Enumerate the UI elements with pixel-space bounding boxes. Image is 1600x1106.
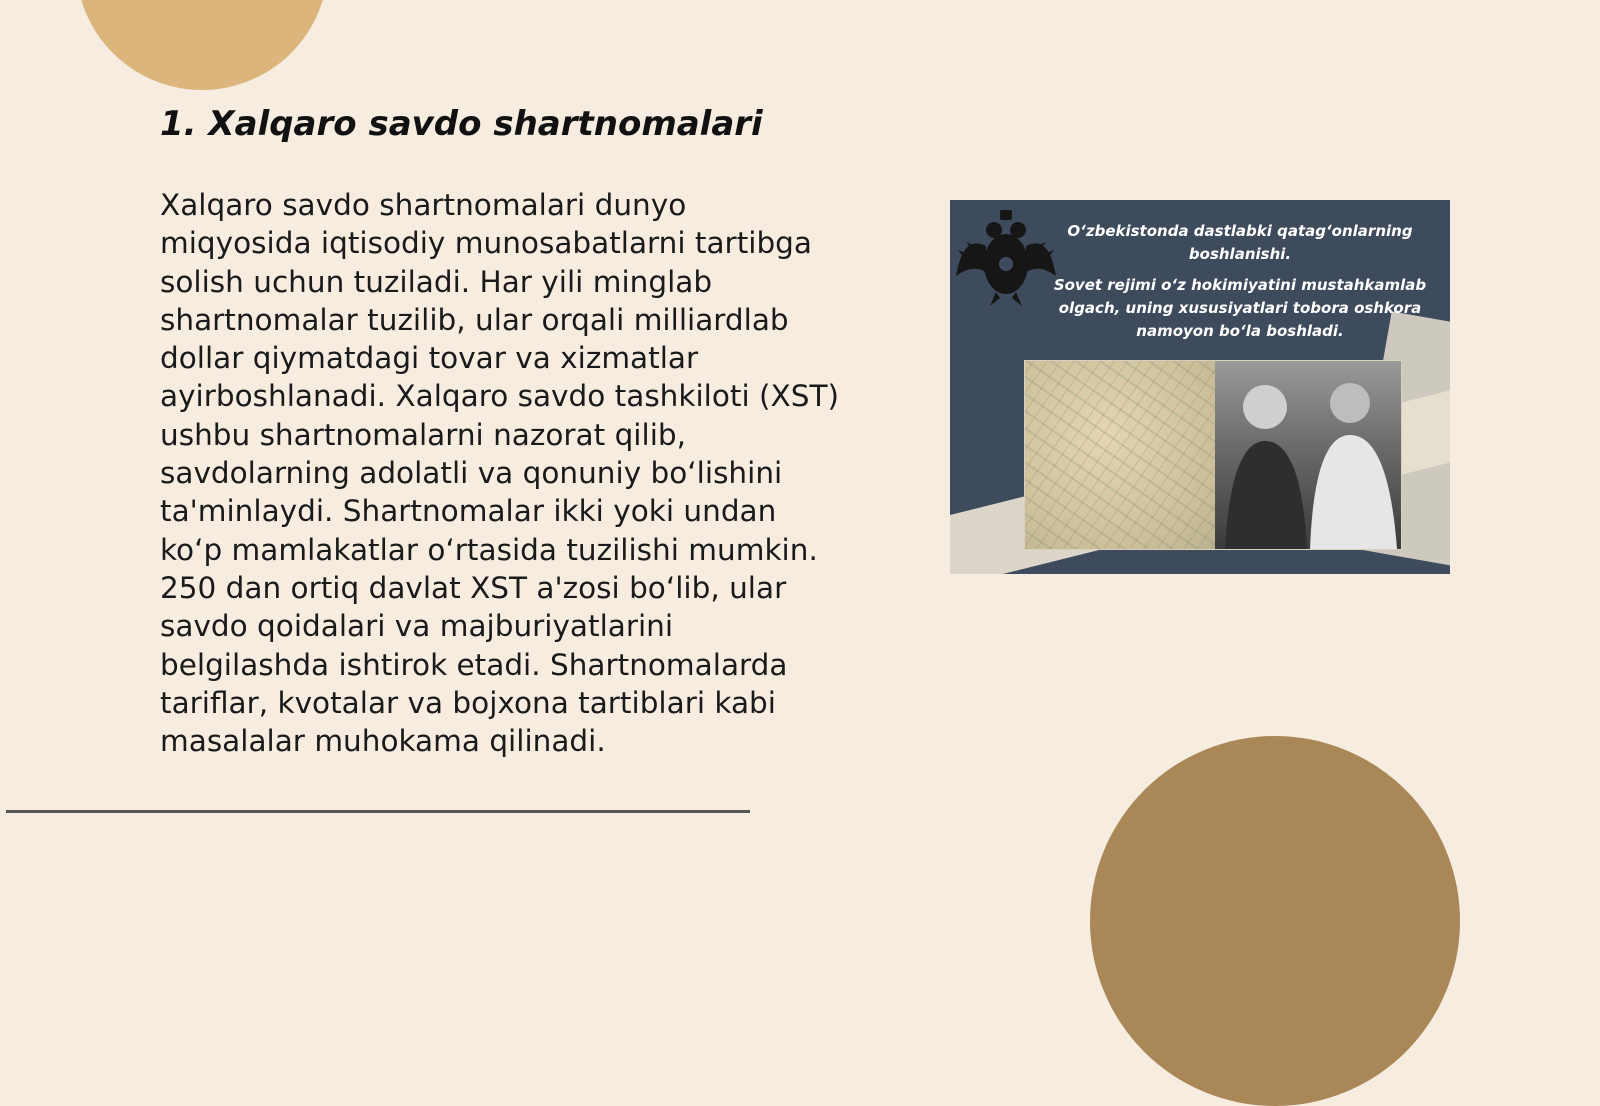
portrait-photo	[1215, 361, 1401, 549]
body-line: ta'minlaydi. Shartnomalar ikki yoki undan	[160, 494, 777, 529]
figure-heading-line: boshlanishi.	[1188, 245, 1292, 263]
figure-heading-line: Oʻzbekistonda dastlabki qatagʻonlarning	[1067, 222, 1413, 240]
body-line: Xalqaro savdo shartnomalari dunyo	[160, 188, 687, 222]
body-line: tariflar, kvotalar va bojxona tartiblari kabi	[160, 685, 776, 720]
body-line: ushbu shartnomalarni nazorat qilib,	[160, 417, 686, 452]
figure-caption-line: Sovet rejimi oʻz hokimiyatini mustahkamlab	[1053, 276, 1427, 294]
body-line: miqyosida iqtisodiy munosabatlarni tartibga	[160, 226, 812, 261]
figure-caption-line: olgach, uning xususiyatlari tobora oshkora	[1058, 299, 1422, 317]
figure-heading	[1040, 220, 1440, 266]
slide-title: 1. Xalqaro savdo shartnomalari	[160, 104, 763, 144]
body-line: belgilashda ishtirok etadi. Shartnomalarda	[160, 647, 788, 682]
figure-caption-line: namoyon boʻla boshladi.	[1136, 322, 1344, 340]
body-line: savdolarning adolatli va qonuniy boʻlishini	[160, 456, 783, 491]
decorative-circle-top	[76, 0, 328, 90]
body-line: koʻp mamlakatlar oʻrtasida tuzilishi mumkin.	[160, 532, 818, 567]
map-and-portrait-photo	[1024, 360, 1402, 550]
body-line: ayirboshlanadi. Xalqaro savdo tashkiloti (XST)	[160, 379, 840, 414]
body-line: masalalar muhokama qilinadi.	[160, 724, 606, 759]
slide-body	[160, 186, 870, 760]
body-line: savdo qoidalari va majburiyatlarini	[160, 609, 674, 644]
divider-line	[6, 810, 750, 813]
map-illustration	[1025, 361, 1225, 549]
historical-figure-image	[950, 200, 1450, 574]
body-line: dollar qiymatdagi tovar va xizmatlar	[160, 341, 699, 376]
body-line: 250 dan ortiq davlat XST a'zosi boʻlib, ular	[160, 570, 787, 605]
decorative-circle-bottom	[1090, 736, 1460, 1106]
body-line: solish uchun tuziladi. Har yili minglab	[160, 264, 713, 299]
body-line: shartnomalar tuzilib, ular orqali milliardlab	[160, 302, 789, 337]
figure-text	[1040, 220, 1440, 343]
